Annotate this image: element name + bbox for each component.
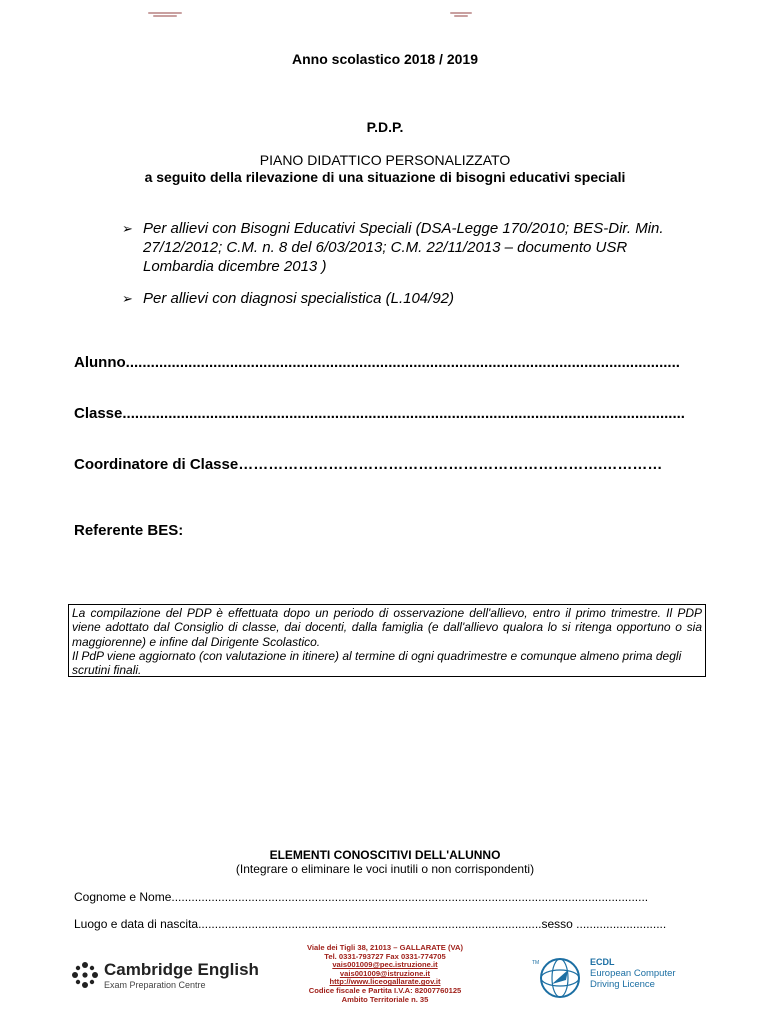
bullet-line: 27/12/2012; C.M. n. 8 del 6/03/2013; C.M. 22/11/2013 – documento USR xyxy=(143,239,628,256)
footer-phone: Tel. 0331-793727 Fax 0331-774705 xyxy=(324,951,446,961)
footer-ambito: Ambito Territoriale n. 35 xyxy=(341,994,429,1004)
document-title: PIANO DIDATTICO PERSONALIZZATO xyxy=(259,152,511,168)
arrow-bullet-icon: ➢ xyxy=(122,221,133,236)
pdp-acronym: P.D.P. xyxy=(366,119,404,135)
ecdl-globe-icon xyxy=(530,954,586,1000)
field-cognome-nome: Cognome e Nome............................................................................................................................................... xyxy=(74,890,649,904)
note-box xyxy=(68,604,706,677)
ecdl-line-1: European Computer xyxy=(590,968,676,979)
field-referente-bes: Referente BES: xyxy=(74,522,184,539)
bullet-bes xyxy=(122,219,702,279)
bullet-diagnosi xyxy=(122,289,702,309)
bullet-line: Per allievi con diagnosi specialistica (L.104/92) xyxy=(143,290,455,307)
document-subtitle: a seguito della rilevazione di una situazione di bisogni educativi speciali xyxy=(144,169,626,185)
svg-text:TM: TM xyxy=(532,960,540,966)
header-decoration-right xyxy=(450,12,472,18)
footer-pec-link[interactable]: vais001009@pec.istruzione.it xyxy=(332,960,438,970)
note-paragraph: La compilazione del PDP è effettuata dopo un periodo di osservazione dell'allievo, entro il primo trimestre. Il PDP viene adottato dal Consiglio di classe, dai docenti, dalla famiglia (e dall'allievo qualora lo si ritenga opportuno o sia maggiorenne) e infine dal Dirigente Scolastico. xyxy=(72,606,702,649)
header-decoration-left xyxy=(148,12,182,18)
section-title: ELEMENTI CONOSCITIVI DELL'ALUNNO xyxy=(269,848,501,862)
field-luogo-data-nascita: Luogo e data di nascita.......................................................................................................sesso ........................... xyxy=(74,917,667,931)
school-contact-footer xyxy=(230,944,540,1004)
cambridge-subtitle: Exam Preparation Centre xyxy=(104,980,206,990)
cambridge-english-logo xyxy=(72,960,272,994)
ecdl-line-2: Driving Licence xyxy=(590,979,655,990)
bullet-line: Lombardia dicembre 2013 ) xyxy=(143,258,327,275)
ecdl-logo xyxy=(530,954,700,1000)
field-coordinatore: Coordinatore di Classe……………………………………………………………….………… xyxy=(74,456,663,473)
footer-address: Viale dei Tigli 38, 21013 – GALLARATE (VA) xyxy=(306,943,463,952)
cambridge-cross-icon xyxy=(72,962,98,988)
note-paragraph: Il PdP viene aggiornato (con valutazione in itinere) al termine di ogni quadrimestre e comunque almeno prima degli scrutini finali. xyxy=(72,648,682,678)
footer-fiscal-code: Codice fiscale e Partita I.V.A: 82007760125 xyxy=(308,985,462,995)
ecdl-name: ECDL xyxy=(590,957,615,967)
section-subtitle: (Integrare o eliminare le voci inutili o non corrispondenti) xyxy=(235,862,535,876)
arrow-bullet-icon: ➢ xyxy=(122,291,133,306)
cambridge-name: Cambridge English xyxy=(104,960,259,979)
footer-web-link[interactable]: http://www.liceogallarate.gov.it xyxy=(329,977,441,987)
footer-email-link[interactable]: vais001009@istruzione.it xyxy=(339,968,431,978)
school-year: Anno scolastico 2018 / 2019 xyxy=(292,51,478,67)
field-alunno: Alunno..................................................................................................................................... xyxy=(74,354,680,371)
bullet-line: Per allievi con Bisogni Educativi Speciali (DSA-Legge 170/2010; BES-Dir. Min. xyxy=(143,220,664,237)
field-classe: Classe....................................................................................................................................... xyxy=(74,405,685,422)
